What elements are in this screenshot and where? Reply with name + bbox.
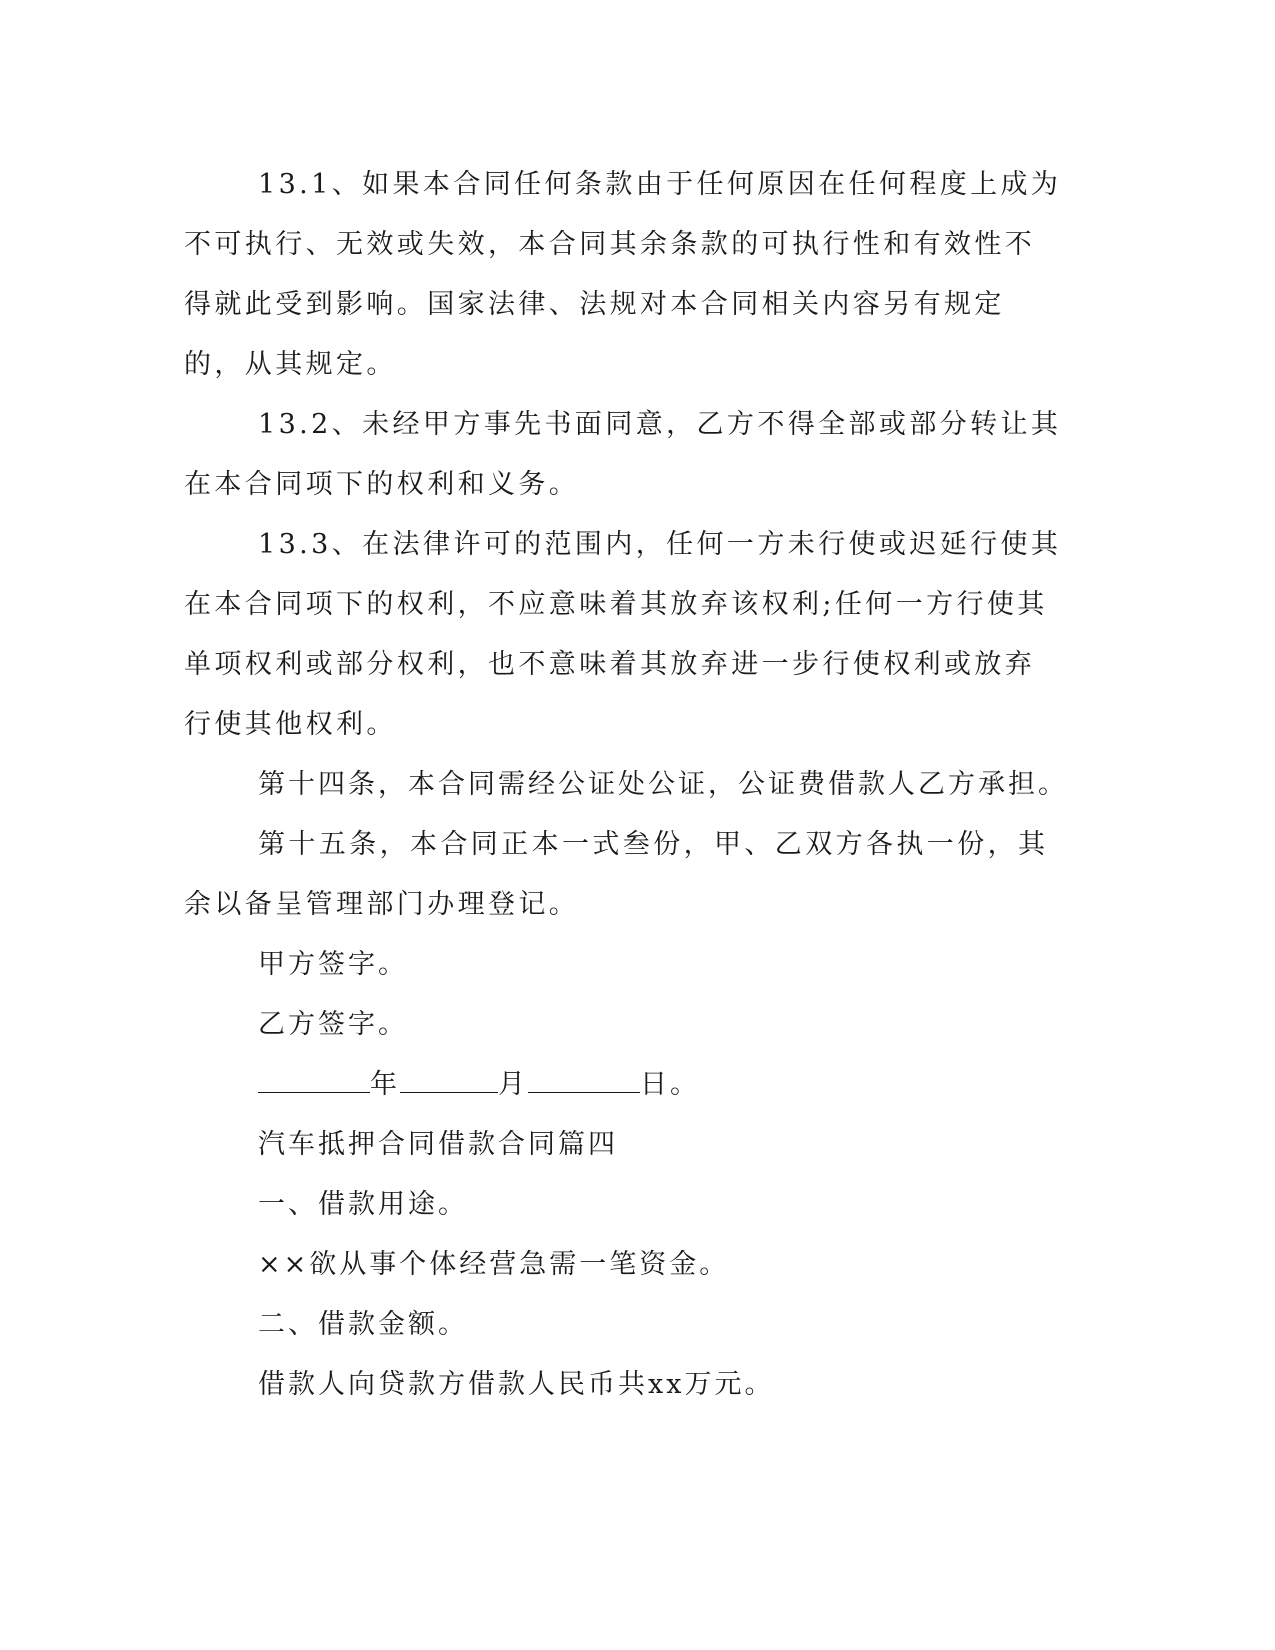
item-2-heading: 二、借款金额。 (258, 1309, 468, 1340)
year-blank (258, 1068, 370, 1093)
section-title: 汽车抵押合同借款合同篇四 (258, 1129, 618, 1160)
article-14: 第十四条，本合同需经公证处公证，公证费借款人乙方承担。 (258, 769, 1068, 800)
article-15: 第十五条，本合同正本一式叁份，甲、乙双方各执一份，其余以备呈管理部门办理登记。 (184, 829, 1049, 920)
party-b-signature: 乙方签字。 (258, 1009, 408, 1040)
clause-13-2: 13.2、未经甲方事先书面同意，乙方不得全部或部分转让其在本合同项下的权利和义务。 (184, 409, 1062, 500)
month-blank (400, 1068, 498, 1093)
document-page (184, 155, 1068, 1415)
item-1-heading: 一、借款用途。 (258, 1189, 468, 1220)
year-label: 年 (370, 1069, 400, 1100)
item-2-text: 借款人向贷款方借款人民币共xx万元。 (258, 1369, 775, 1400)
clause-13-1: 13.1、如果本合同任何条款由于任何原因在任何程度上成为不可执行、无效或失效，本合同其余条款的可执行性和有效性不得就此受到影响。国家法律、法规对本合同相关内容另有规定的，从其规定。 (184, 169, 1062, 380)
clause-13-3: 13.3、在法律许可的范围内，任何一方未行使或迟延行使其在本合同项下的权利，不应意味着其放弃该权利;任何一方行使其单项权利或部分权利，也不意味着其放弃进一步行使权利或放弃行使其他权利。 (184, 529, 1062, 740)
day-blank (528, 1068, 640, 1093)
month-label: 月 (498, 1069, 528, 1100)
day-label: 日。 (640, 1069, 700, 1100)
item-1-text: ××欲从事个体经营急需一笔资金。 (258, 1249, 730, 1280)
date-line (184, 1055, 1064, 1115)
party-a-signature: 甲方签字。 (258, 949, 408, 980)
